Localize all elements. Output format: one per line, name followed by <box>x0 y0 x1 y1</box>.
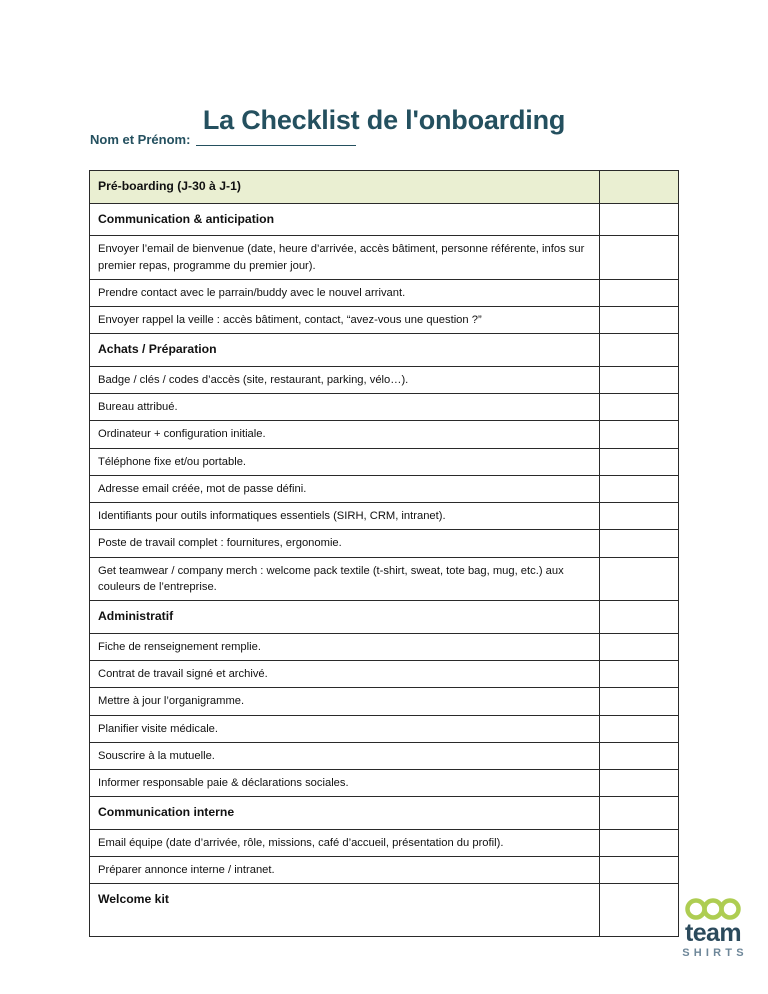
checklist-item-label: Get teamwear / company merch : welcome pack textile (t-shirt, sweat, tote bag, mug, etc.) aux couleurs de l’entreprise. <box>90 557 600 600</box>
three-rings-icon <box>684 898 742 920</box>
checklist-item-label: Prendre contact avec le parrain/buddy avec le nouvel arrivant. <box>90 279 600 306</box>
checklist-item-label: Planifier visite médicale. <box>90 715 600 742</box>
checklist-item-label: Pré-boarding (J-30 à J-1) <box>90 171 600 204</box>
checklist-item-row <box>90 475 679 502</box>
checklist-item-row <box>90 688 679 715</box>
checklist-item-label: Adresse email créée, mot de passe défini. <box>90 475 600 502</box>
checklist-checkbox-cell[interactable] <box>600 633 679 660</box>
checklist-item-row <box>90 661 679 688</box>
checklist-item-label: Badge / clés / codes d’accès (site, restaurant, parking, vélo…). <box>90 367 600 394</box>
checklist-checkbox-cell[interactable] <box>600 857 679 884</box>
checklist-item-label: Achats / Préparation <box>90 334 600 367</box>
checklist-item-label: Identifiants pour outils informatiques essentiels (SIRH, CRM, intranet). <box>90 503 600 530</box>
checklist-item-row <box>90 394 679 421</box>
checklist-section-row <box>90 797 679 830</box>
logo-wordmark: team <box>685 919 741 947</box>
checklist-checkbox-cell[interactable] <box>600 797 679 830</box>
checklist-item-row <box>90 421 679 448</box>
checklist-item-row <box>90 633 679 660</box>
checklist-checkbox-cell[interactable] <box>600 475 679 502</box>
checklist-item-label: Communication & anticipation <box>90 203 600 236</box>
checklist-section-row <box>90 203 679 236</box>
checklist-checkbox-cell[interactable] <box>600 829 679 856</box>
checklist-item-label: Contrat de travail signé et archivé. <box>90 661 600 688</box>
checklist-checkbox-cell[interactable] <box>600 236 679 279</box>
checklist-item-row <box>90 503 679 530</box>
checklist-body <box>90 171 679 937</box>
checklist-checkbox-cell[interactable] <box>600 394 679 421</box>
checklist-item-row <box>90 715 679 742</box>
checklist-checkbox-cell[interactable] <box>600 448 679 475</box>
checklist-item-row <box>90 236 679 279</box>
checklist-checkbox-cell[interactable] <box>600 307 679 334</box>
checklist-item-label: Email équipe (date d’arrivée, rôle, missions, café d’accueil, présentation du profil). <box>90 829 600 856</box>
checklist-section-row <box>90 884 679 937</box>
checklist-item-label: Envoyer l’email de bienvenue (date, heure d’arrivée, accès bâtiment, personne référente, infos sur premier repas, programme du premier jour). <box>90 236 600 279</box>
checklist-section-row <box>90 601 679 634</box>
checklist-item-label: Souscrire à la mutuelle. <box>90 742 600 769</box>
checklist-checkbox-cell[interactable] <box>600 884 679 937</box>
checklist-item-label: Téléphone fixe et/ou portable. <box>90 448 600 475</box>
checklist-item-row <box>90 367 679 394</box>
name-field-label: Nom et Prénom: <box>90 132 191 147</box>
checklist-item-row <box>90 857 679 884</box>
checklist-item-row <box>90 279 679 306</box>
checklist-item-row <box>90 769 679 796</box>
checklist-header-row <box>90 171 679 204</box>
checklist-checkbox-cell[interactable] <box>600 421 679 448</box>
checklist-item-row <box>90 829 679 856</box>
checklist-checkbox-cell[interactable] <box>600 557 679 600</box>
checklist-item-label: Fiche de renseignement remplie. <box>90 633 600 660</box>
checklist-item-label: Welcome kit <box>90 884 600 937</box>
page-title: La Checklist de l'onboarding <box>202 105 566 136</box>
name-field-input-rule[interactable] <box>196 145 356 146</box>
checklist-checkbox-cell[interactable] <box>600 715 679 742</box>
checklist-checkbox-cell[interactable] <box>600 334 679 367</box>
checklist-item-label: Envoyer rappel la veille : accès bâtiment, contact, “avez-vous une question ?” <box>90 307 600 334</box>
checklist-item-label: Communication interne <box>90 797 600 830</box>
checklist-checkbox-cell[interactable] <box>600 661 679 688</box>
checklist-item-row <box>90 557 679 600</box>
checklist-checkbox-cell[interactable] <box>600 530 679 557</box>
checklist-item-row <box>90 448 679 475</box>
checklist-section-row <box>90 334 679 367</box>
checklist-checkbox-cell[interactable] <box>600 367 679 394</box>
name-field-row <box>90 132 356 148</box>
checklist-item-label: Informer responsable paie & déclarations sociales. <box>90 769 600 796</box>
checklist-item-label: Poste de travail complet : fournitures, ergonomie. <box>90 530 600 557</box>
checklist-checkbox-cell[interactable] <box>600 503 679 530</box>
checklist-item-row <box>90 742 679 769</box>
checklist-item-label: Bureau attribué. <box>90 394 600 421</box>
checklist-checkbox-cell[interactable] <box>600 279 679 306</box>
onboarding-checklist-table <box>89 170 679 937</box>
checklist-checkbox-cell[interactable] <box>600 601 679 634</box>
checklist-checkbox-cell[interactable] <box>600 769 679 796</box>
checklist-checkbox-cell[interactable] <box>600 203 679 236</box>
checklist-item-row <box>90 307 679 334</box>
checklist-item-label: Ordinateur + configuration initiale. <box>90 421 600 448</box>
checklist-checkbox-cell[interactable] <box>600 171 679 204</box>
logo-subtext: SHIRTS <box>682 947 748 959</box>
checklist-checkbox-cell[interactable] <box>600 688 679 715</box>
checklist-item-row <box>90 530 679 557</box>
brand-logo <box>672 898 754 961</box>
checklist-item-label: Préparer annonce interne / intranet. <box>90 857 600 884</box>
checklist-checkbox-cell[interactable] <box>600 742 679 769</box>
checklist-item-label: Mettre à jour l’organigramme. <box>90 688 600 715</box>
checklist-item-label: Administratif <box>90 601 600 634</box>
